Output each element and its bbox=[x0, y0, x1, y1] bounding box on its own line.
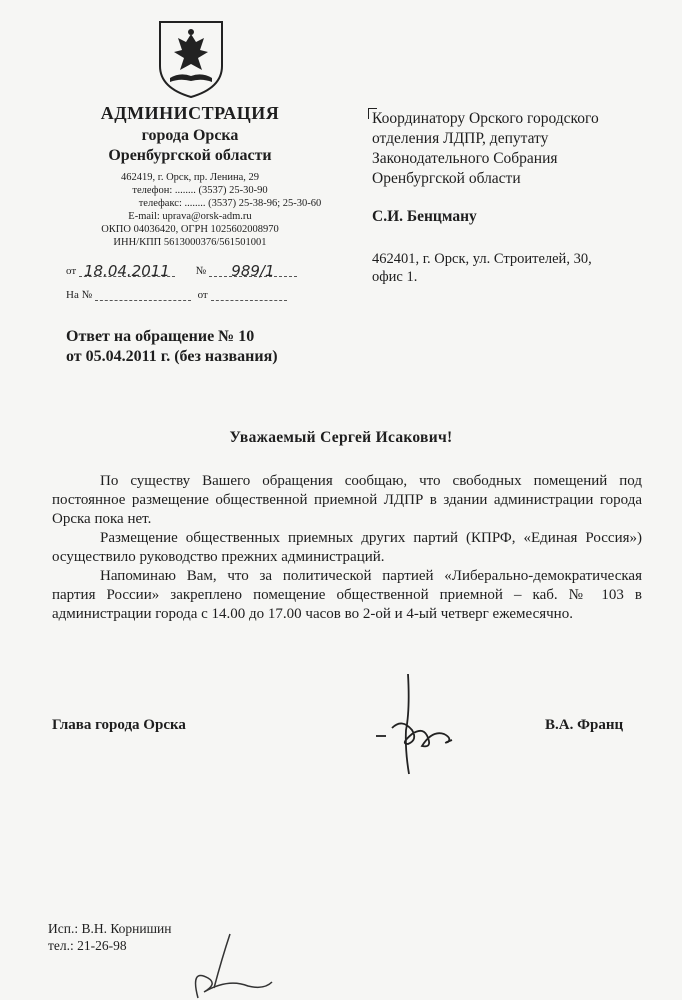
addressee-block bbox=[372, 109, 662, 189]
addressee-line: отделения ЛДПР, депутату bbox=[372, 130, 549, 147]
letter-subject bbox=[66, 327, 346, 367]
reg-ref-row bbox=[66, 286, 287, 301]
letterhead-region: Оренбургской области bbox=[108, 147, 272, 164]
signatory-name: В.А. Франц bbox=[545, 717, 624, 733]
body-paragraph: Напоминаю Вам, что за политической партией «Либерально-демократическая партия России» закреплено помещение общественной приемной – каб. № 103 в администрации города с 14.00 до 17.00 часов во 2-ой и 4-ый четверг ежемесячно. bbox=[52, 568, 642, 622]
body-paragraph: Размещение общественных приемных других партий (КПРФ, «Единая Россия») осуществило руководство прежних администраций. bbox=[52, 530, 642, 565]
letterhead-address: 462419, г. Орск, пр. Ленина, 29 bbox=[120, 172, 260, 183]
reg-number: 989/1 bbox=[231, 262, 275, 280]
letterhead-okpo: ОКПО 04036420, ОГРН 1025602008970 bbox=[101, 224, 279, 235]
addressee-postal-line: офис 1. bbox=[372, 269, 418, 285]
reg-from-label: от bbox=[66, 265, 77, 277]
reg-no-label: № bbox=[195, 265, 207, 277]
letter-body bbox=[52, 472, 642, 624]
coat-of-arms-icon bbox=[156, 18, 226, 100]
signature-image bbox=[372, 670, 462, 780]
addressee-name: С.И. Бенцману bbox=[372, 208, 477, 225]
letterhead-city: города Орска bbox=[141, 127, 239, 144]
executor-block bbox=[48, 920, 171, 954]
reg-ref-number-field bbox=[95, 286, 191, 301]
letterhead-fax: телефакс: ........ (3537) 25-38-96; 25-30-60 bbox=[138, 198, 322, 209]
body-paragraph: По существу Вашего обращения сообщаю, что свободных помещений под постоянное размещение общественной приемной ЛДПР в здании администрации города Орска пока нет. bbox=[52, 473, 642, 527]
addressee-postal-line: 462401, г. Орск, ул. Строителей, 30, bbox=[372, 251, 592, 267]
reg-number-field bbox=[209, 262, 297, 280]
addressee-postal bbox=[372, 250, 652, 286]
reg-date-row bbox=[66, 262, 297, 280]
greeting: Уважаемый Сергей Исакович! bbox=[229, 429, 453, 446]
letterhead-inn: ИНН/КПП 5613000376/561501001 bbox=[113, 237, 267, 248]
addressee-line: Координатору Орского городского bbox=[372, 110, 599, 127]
executor-phone: тел.: 21-26-98 bbox=[48, 938, 127, 953]
reg-ref-date-field bbox=[211, 286, 287, 301]
signatory-position: Глава города Орска bbox=[52, 717, 186, 733]
reg-date-field bbox=[79, 262, 175, 280]
reg-ot-label: от bbox=[197, 289, 208, 301]
letterhead-email: E-mail: uprava@orsk-adm.ru bbox=[128, 211, 252, 222]
executor-name: Исп.: В.Н. Корнишин bbox=[48, 921, 172, 936]
handwritten-mark-image bbox=[168, 928, 278, 1000]
subject-line: Ответ на обращение № 10 bbox=[66, 328, 255, 345]
subject-line: от 05.04.2011 г. (без названия) bbox=[66, 348, 278, 365]
addressee-line: Законодательного Собрания bbox=[372, 150, 558, 167]
letterhead-phone: телефон: ........ (3537) 25-30-90 bbox=[132, 185, 268, 196]
letterhead-title: АДМИНИСТРАЦИЯ bbox=[100, 103, 280, 123]
addressee-line: Оренбургской области bbox=[372, 170, 521, 187]
reg-date: 18.04.2011 bbox=[83, 262, 170, 280]
reg-na-label: На № bbox=[66, 289, 93, 301]
